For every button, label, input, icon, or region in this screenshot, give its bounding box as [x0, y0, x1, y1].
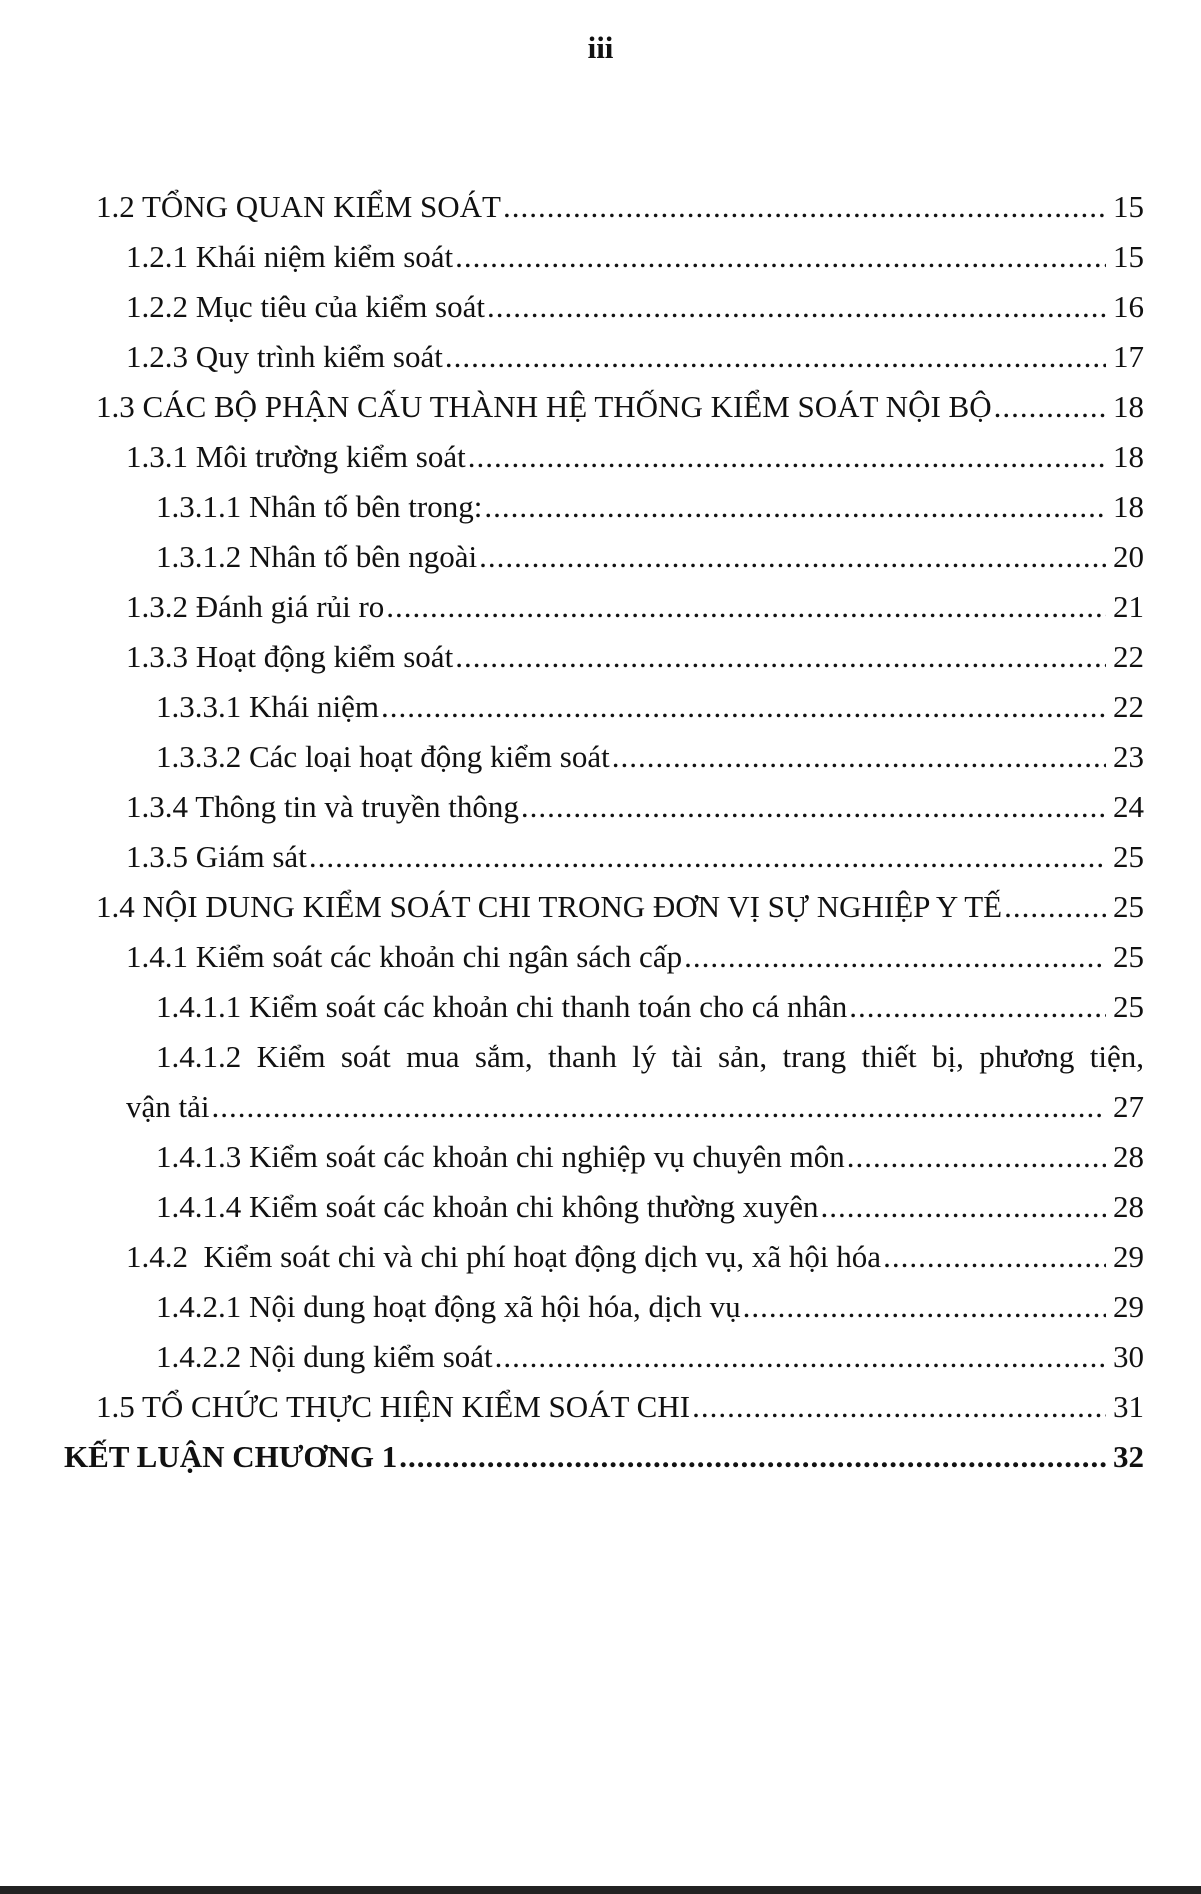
- toc-entry-title: 1.3.4 Thông tin và truyền thông: [126, 789, 519, 824]
- toc-leader-dots: [468, 432, 1106, 482]
- toc-entry[interactable]: [156, 1332, 1144, 1382]
- toc-entry-page: 32: [1113, 1439, 1144, 1474]
- toc-entry-title: 1.4.1.4 Kiểm soát các khoản chi không thường xuyên: [156, 1189, 819, 1224]
- toc-entry[interactable]: [126, 582, 1144, 632]
- toc-leader-dots: [399, 1432, 1106, 1482]
- toc-leader-dots: [484, 482, 1106, 532]
- toc-entry[interactable]: [126, 782, 1144, 832]
- toc-entry[interactable]: [156, 982, 1144, 1032]
- toc-entry[interactable]: [156, 482, 1144, 532]
- toc-entry-title: 1.3.2 Đánh giá rủi ro: [126, 589, 385, 624]
- toc-entry-page: 18: [1113, 389, 1144, 424]
- toc-entry-page: 29: [1113, 1289, 1144, 1324]
- toc-entry-title: 1.3 CÁC BỘ PHẬN CẤU THÀNH HỆ THỐNG KIỂM SOÁT NỘI BỘ: [96, 389, 992, 424]
- toc-leader-dots: [994, 382, 1106, 432]
- toc-entry[interactable]: [126, 432, 1144, 482]
- toc-entry[interactable]: [126, 332, 1144, 382]
- toc-entry-page: 28: [1113, 1139, 1144, 1174]
- toc-entry-page: 30: [1113, 1339, 1144, 1374]
- toc-leader-dots: [883, 1232, 1106, 1282]
- toc-entry-title: 1.3.1 Môi trường kiểm soát: [126, 439, 466, 474]
- toc-entry-page: 23: [1113, 739, 1144, 774]
- toc-entry-title: 1.4.1 Kiểm soát các khoản chi ngân sách cấp: [126, 939, 683, 974]
- toc-leader-dots: [495, 1332, 1106, 1382]
- toc-entry[interactable]: [126, 282, 1144, 332]
- toc-leader-dots: [309, 832, 1106, 882]
- toc-entry[interactable]: [126, 932, 1144, 982]
- toc-entry-title: KẾT LUẬN CHƯƠNG 1: [64, 1439, 398, 1474]
- toc-entry[interactable]: [126, 632, 1144, 682]
- toc-entry-title: 1.4 NỘI DUNG KIỂM SOÁT CHI TRONG ĐƠN VỊ SỰ NGHIỆP Y TẾ: [96, 889, 1003, 924]
- toc-entry[interactable]: [126, 832, 1144, 882]
- toc-entry-page: 24: [1113, 789, 1144, 824]
- toc-entry-title: 1.2 TỔNG QUAN KIỂM SOÁT: [96, 189, 501, 224]
- toc-entry-page: 29: [1113, 1239, 1144, 1274]
- toc-entry-title: 1.2.3 Quy trình kiểm soát: [126, 339, 443, 374]
- toc-entry-page: 16: [1113, 289, 1144, 324]
- toc-entry-title: 1.3.3.2 Các loại hoạt động kiểm soát: [156, 739, 610, 774]
- toc-entry[interactable]: [126, 1232, 1144, 1282]
- toc-leader-dots: [455, 232, 1106, 282]
- toc-entry-page: 25: [1113, 839, 1144, 874]
- toc-entry[interactable]: [126, 232, 1144, 282]
- toc-entry-title-line1[interactable]: 1.4.1.2 Kiểm soát mua sắm, thanh lý tài sản, trang thiết bị, phương tiện,: [156, 1039, 1144, 1074]
- toc-leader-dots: [455, 632, 1106, 682]
- toc-entry[interactable]: [126, 1082, 1144, 1132]
- toc-entry-page: 20: [1113, 539, 1144, 574]
- toc-leader-dots: [1004, 882, 1106, 932]
- toc-entry-page: 15: [1113, 239, 1144, 274]
- toc-leader-dots: [692, 1382, 1106, 1432]
- toc-leader-dots: [684, 932, 1106, 982]
- toc-entry-page: 25: [1113, 989, 1144, 1024]
- toc-entry-page: 27: [1113, 1089, 1144, 1124]
- toc-leader-dots: [821, 1182, 1106, 1232]
- toc-entry-page: 22: [1113, 689, 1144, 724]
- toc-entry-chapter-conclusion[interactable]: [64, 1432, 1144, 1482]
- toc-leader-dots: [743, 1282, 1106, 1332]
- toc-entry[interactable]: [96, 882, 1144, 932]
- toc-leader-dots: [445, 332, 1106, 382]
- toc-entry[interactable]: [96, 382, 1144, 432]
- toc-leader-dots: [521, 782, 1106, 832]
- toc-entry[interactable]: [156, 1182, 1144, 1232]
- toc-entry-title: 1.4.1.1 Kiểm soát các khoản chi thanh toán cho cá nhân: [156, 989, 848, 1024]
- toc-entry-title-line2: vận tải: [126, 1089, 210, 1124]
- toc-entry-page: 17: [1113, 339, 1144, 374]
- toc-leader-dots: [503, 182, 1106, 232]
- toc-entry-page: 15: [1113, 189, 1144, 224]
- toc-entry[interactable]: [96, 182, 1144, 232]
- toc-leader-dots: [381, 682, 1106, 732]
- toc-entry-page: 31: [1113, 1389, 1144, 1424]
- toc-entry-title: 1.3.1.2 Nhân tố bên ngoài: [156, 539, 478, 574]
- toc-entry-page: 18: [1113, 439, 1144, 474]
- toc-entry-page: 25: [1113, 889, 1144, 924]
- toc-entry-page: 25: [1113, 939, 1144, 974]
- toc-leader-dots: [212, 1082, 1107, 1132]
- toc-entry-title: 1.4.2.2 Nội dung kiểm soát: [156, 1339, 493, 1374]
- toc-entry-title: 1.4.2.1 Nội dung hoạt động xã hội hóa, dịch vụ: [156, 1289, 741, 1324]
- toc-leader-dots: [612, 732, 1106, 782]
- toc-entry-title: 1.4.2 Kiểm soát chi và chi phí hoạt động dịch vụ, xã hội hóa: [126, 1239, 882, 1274]
- toc-entry-page: 22: [1113, 639, 1144, 674]
- toc-entry-page: 21: [1113, 589, 1144, 624]
- toc-leader-dots: [479, 532, 1106, 582]
- toc-entry[interactable]: [156, 732, 1144, 782]
- toc-entry-title: 1.4.1.3 Kiểm soát các khoản chi nghiệp vụ chuyên môn: [156, 1139, 845, 1174]
- page-number: iii: [587, 30, 614, 65]
- toc-leader-dots: [849, 982, 1106, 1032]
- toc-entry-page: 18: [1113, 489, 1144, 524]
- toc-leader-dots: [847, 1132, 1106, 1182]
- toc-leader-dots: [487, 282, 1106, 332]
- page-bottom-edge: [0, 1886, 1201, 1894]
- toc-entry[interactable]: [156, 1132, 1144, 1182]
- toc-entry[interactable]: [156, 532, 1144, 582]
- toc-entry-title: 1.2.1 Khái niệm kiểm soát: [126, 239, 454, 274]
- toc-entry-title: 1.3.3 Hoạt động kiểm soát: [126, 639, 454, 674]
- toc-entry[interactable]: [156, 1282, 1144, 1332]
- toc-entry-title: 1.3.1.1 Nhân tố bên trong:: [156, 489, 483, 524]
- toc-entry[interactable]: [156, 682, 1144, 732]
- toc-entry[interactable]: [96, 1382, 1144, 1432]
- toc-leader-dots: [386, 582, 1106, 632]
- toc-entry-title: 1.3.5 Giám sát: [126, 839, 307, 874]
- toc-entry-page: 28: [1113, 1189, 1144, 1224]
- toc-entry-title: 1.5 TỔ CHỨC THỰC HIỆN KIỂM SOÁT CHI: [96, 1389, 691, 1424]
- toc-entry-title: 1.2.2 Mục tiêu của kiểm soát: [126, 289, 485, 324]
- toc-entry-title: 1.3.3.1 Khái niệm: [156, 689, 379, 724]
